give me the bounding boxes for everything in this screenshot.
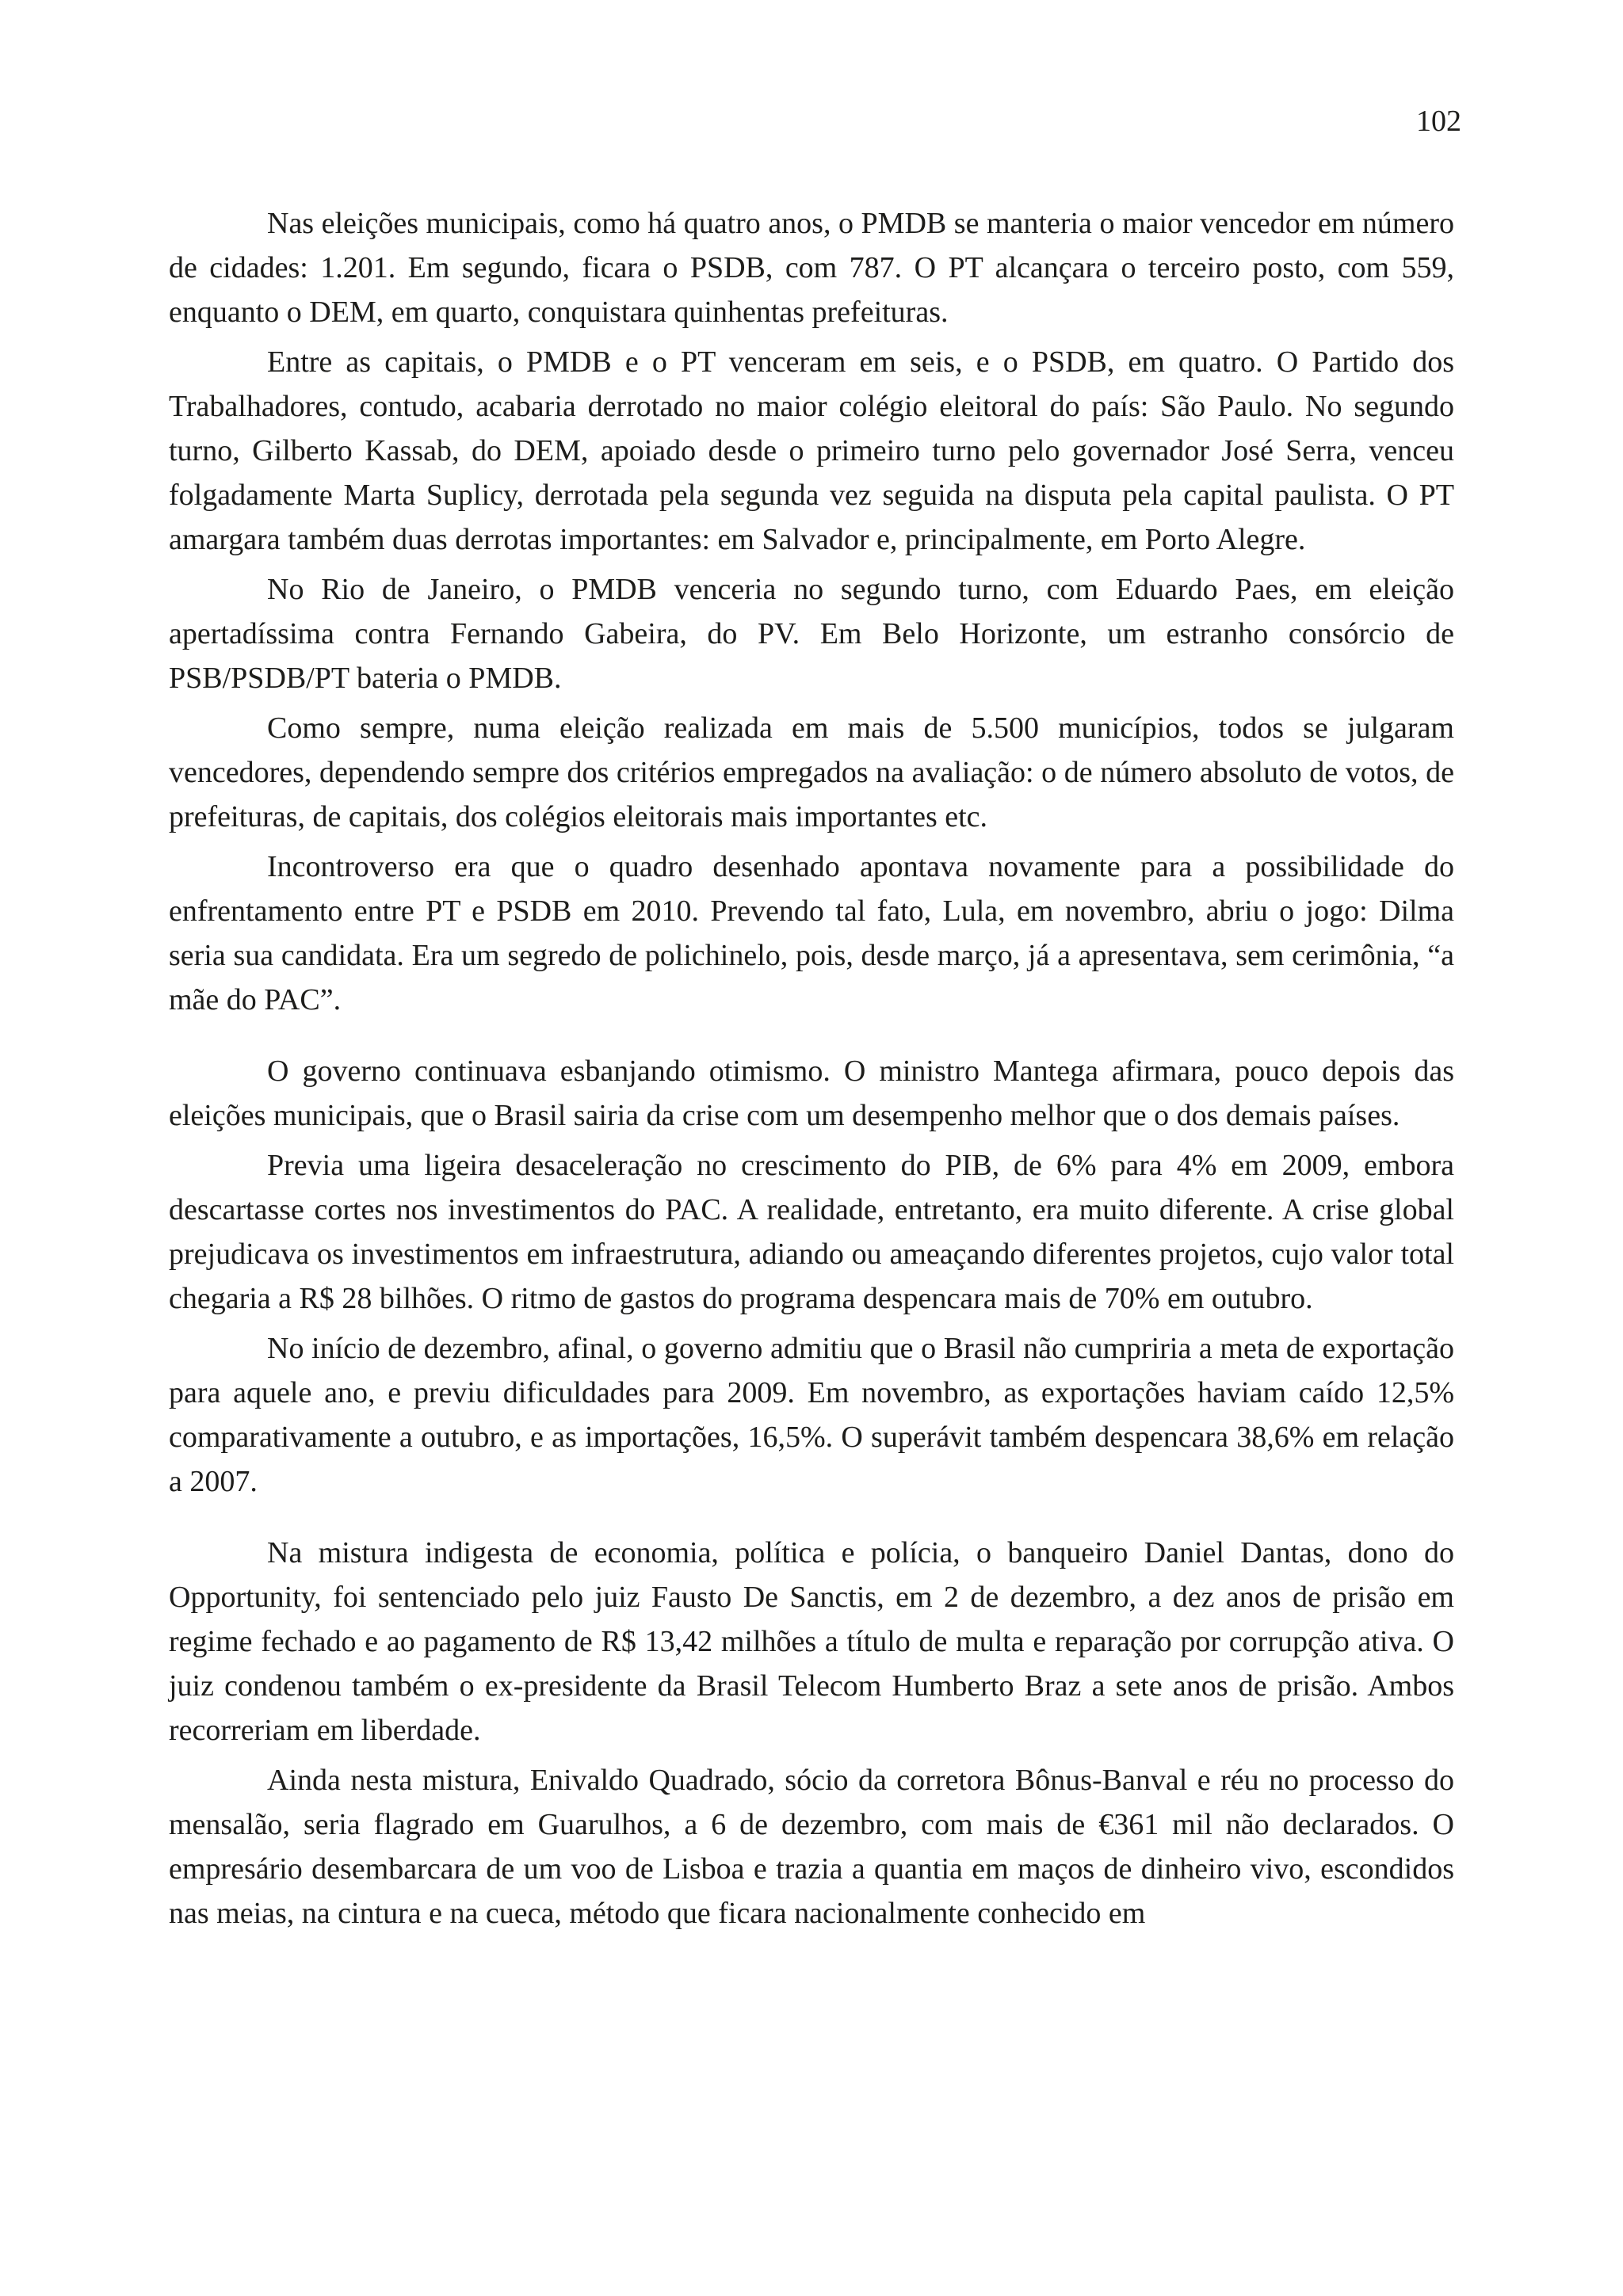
paragraph: Na mistura indigesta de economia, política e polícia, o banqueiro Daniel Dantas, dono do Opportunity, foi sentenciado pelo juiz Fausto De Sanctis, em 2 de dezembro, a dez anos de prisão em regime fechado e ao pagamento de R$ 13,42 milhões a título de multa e reparação por corrupção ativa. O juiz condenou também o ex-presidente da Brasil Telecom Humberto Braz a sete anos de prisão. Ambos recorreriam em liberdade.	[169, 1536, 1454, 1747]
paragraph: Previa uma ligeira desaceleração no crescimento do PIB, de 6% para 4% em 2009, embora descartasse cortes nos investimentos do PAC. A realidade, entretanto, era muito diferente. A crise global prejudicava os investimentos em infraestrutura, adiando ou ameaçando diferentes projetos, cujo valor total chegaria a R$ 28 bilhões. O ritmo de gastos do programa despencara mais de 70% em outubro.	[169, 1149, 1454, 1315]
paragraph: No Rio de Janeiro, o PMDB venceria no segundo turno, com Eduardo Paes, em eleição apertadíssima contra Fernando Gabeira, do PV. Em Belo Horizonte, um estranho consórcio de PSB/PSDB/PT bateria o PMDB.	[169, 573, 1454, 695]
paragraph: O governo continuava esbanjando otimismo. O ministro Mantega afirmara, pouco depois das eleições municipais, que o Brasil sairia da crise com um desempenho melhor que o dos demais países.	[169, 1055, 1454, 1132]
paragraph: Como sempre, numa eleição realizada em mais de 5.500 municípios, todos se julgaram vencedores, dependendo sempre dos critérios empregados na avaliação: o de número absoluto de votos, de prefeituras, de capitais, dos colégios eleitorais mais importantes etc.	[169, 711, 1454, 833]
paragraph: No início de dezembro, afinal, o governo admitiu que o Brasil não cumpriria a meta de exportação para aquele ano, e previu dificuldades para 2009. Em novembro, as exportações haviam caído 12,5% comparativamente a outubro, e as importações, 16,5%. O superávit também despencara 38,6% em relação a 2007.	[169, 1332, 1454, 1498]
body-text	[169, 201, 1454, 1941]
paragraph: Entre as capitais, o PMDB e o PT venceram em seis, e o PSDB, em quatro. O Partido dos Trabalhadores, contudo, acabaria derrotado no maior colégio eleitoral do país: São Paulo. No segundo turno, Gilberto Kassab, do DEM, apoiado desde o primeiro turno pelo governador José Serra, venceu folgadamente Marta Suplicy, derrotada pela segunda vez seguida na disputa pela capital paulista. O PT amargara também duas derrotas importantes: em Salvador e, principalmente, em Porto Alegre.	[169, 345, 1454, 556]
paragraph: Ainda nesta mistura, Enivaldo Quadrado, sócio da corretora Bônus-Banval e réu no processo do mensalão, seria flagrado em Guarulhos, a 6 de dezembro, com mais de €361 mil não declarados. O empresário desembarcara de um voo de Lisboa e trazia a quantia em maços de dinheiro vivo, escondidos nas meias, na cintura e na cueca, método que ficara nacionalmente conhecido em	[169, 1764, 1454, 1930]
paragraph: Incontroverso era que o quadro desenhado apontava novamente para a possibilidade do enfrentamento entre PT e PSDB em 2010. Prevendo tal fato, Lula, em novembro, abriu o jogo: Dilma seria sua candidata. Era um segredo de polichinelo, pois, desde março, já a apresentava, sem cerimônia, “a mãe do PAC”.	[169, 850, 1454, 1016]
page-number: 102	[1416, 105, 1461, 138]
paragraph: Nas eleições municipais, como há quatro anos, o PMDB se manteria o maior vencedor em número de cidades: 1.201. Em segundo, ficara o PSDB, com 787. O PT alcançara o terceiro posto, com 559, enquanto o DEM, em quarto, conquistara quinhentas prefeituras.	[169, 207, 1454, 329]
